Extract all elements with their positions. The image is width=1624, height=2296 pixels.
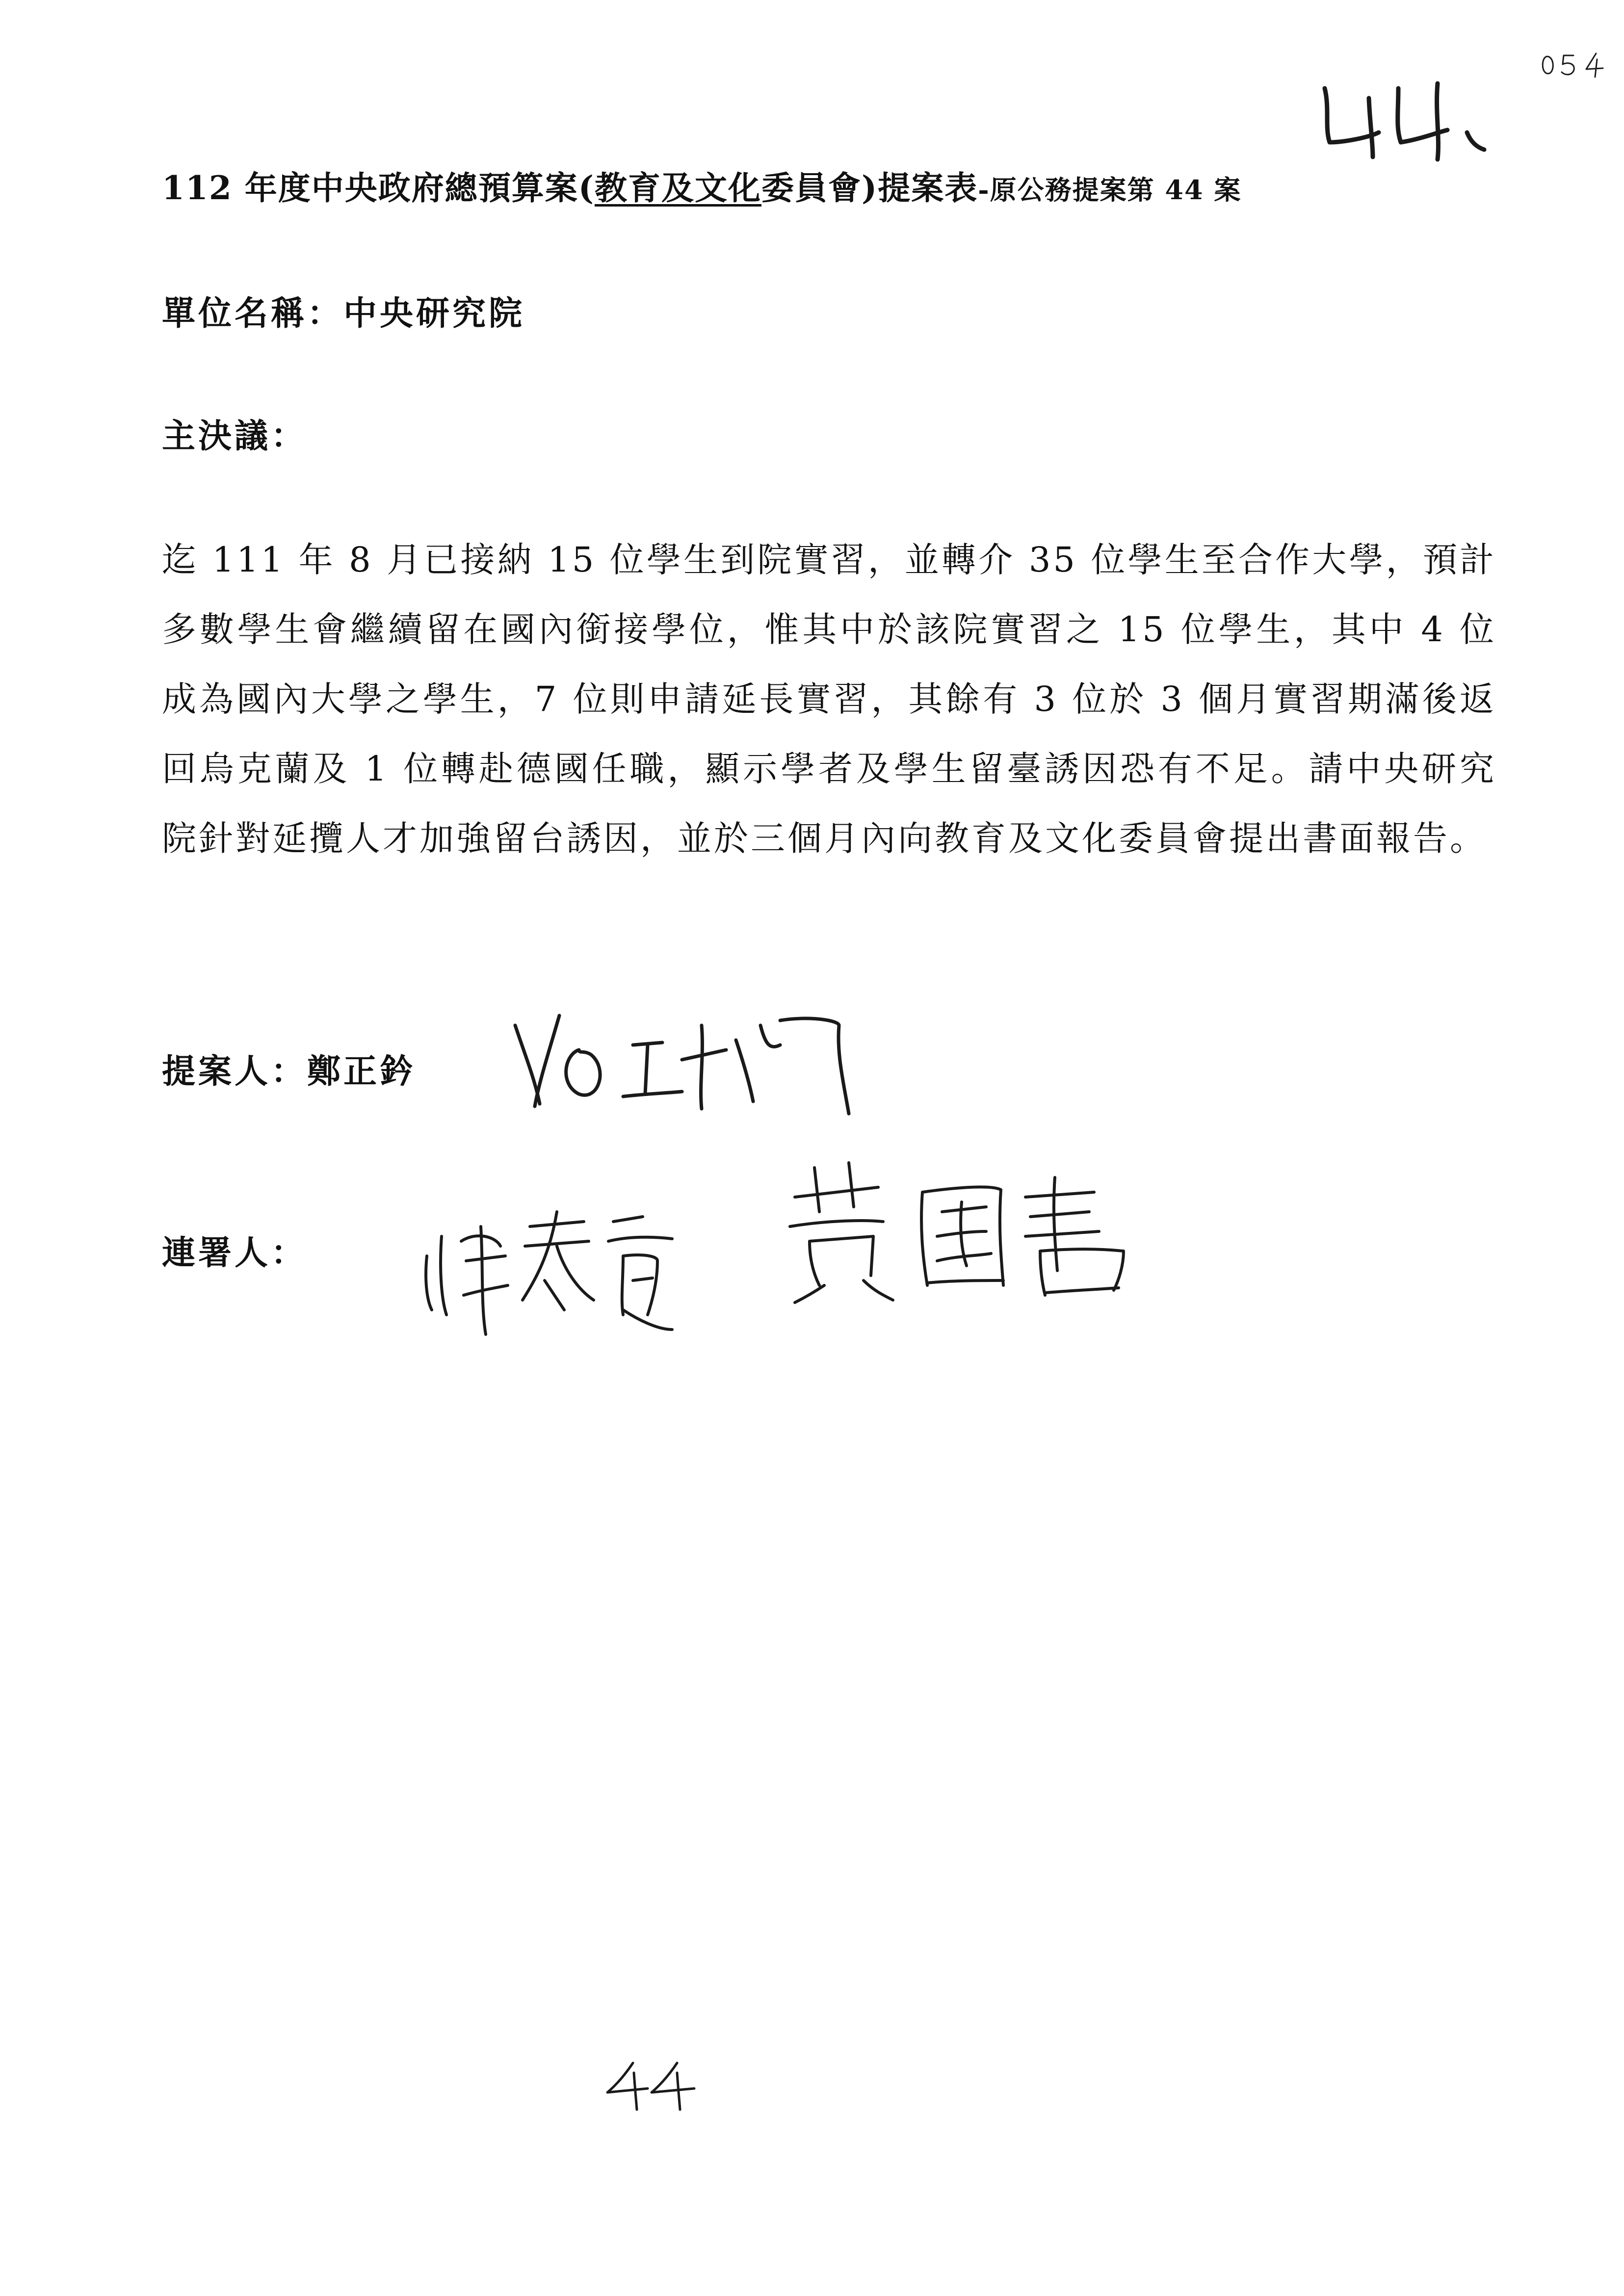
proposer-label: 提案人： [162,1052,308,1091]
cosigner-signature-1 [417,1182,692,1344]
cosigner-label: 連署人： [162,1233,308,1273]
title-committee: 教育及文化 [594,169,761,207]
title-suffix: -原公務提案第 44 案 [978,174,1242,206]
page-stamp-054 [1538,47,1612,81]
document-title [162,162,1516,209]
unit-row [162,287,525,335]
handwritten-page-number [603,2058,697,2112]
proposer-signature [505,996,859,1123]
cosigner-signature-2 [780,1158,1163,1305]
resolution-text: 迄 111 年 8 月已接納 15 位學生到院實習，並轉介 35 位學生至合作大學，預計多數學生會繼續留在國內銜接學位，惟其中於該院實習之 15 位學生，其中 4 位成為國內大學之學生，7 位則申請延長實習，其餘有 3 位於 3 個月實習期滿後返回烏克蘭及 1 位轉赴德國任職，顯示學者及學生留臺誘因恐有不足。請中央研究院針對延攬人才加強留台誘因，並於三個月內向教育及文化委員會提出書面報告。 [162,540,1496,859]
title-prefix: 112 年度中央政府總預算案( [162,169,595,207]
unit-label: 單位名稱： [162,294,344,333]
unit-value: 中央研究院 [343,294,525,333]
title-committee-suffix: 委員會)提案表 [761,169,978,207]
proposer-name: 鄭正鈐 [307,1052,417,1091]
resolution-label: 主決議： [162,417,308,456]
proposer-row [162,1045,416,1093]
handwritten-case-number [1315,69,1521,167]
